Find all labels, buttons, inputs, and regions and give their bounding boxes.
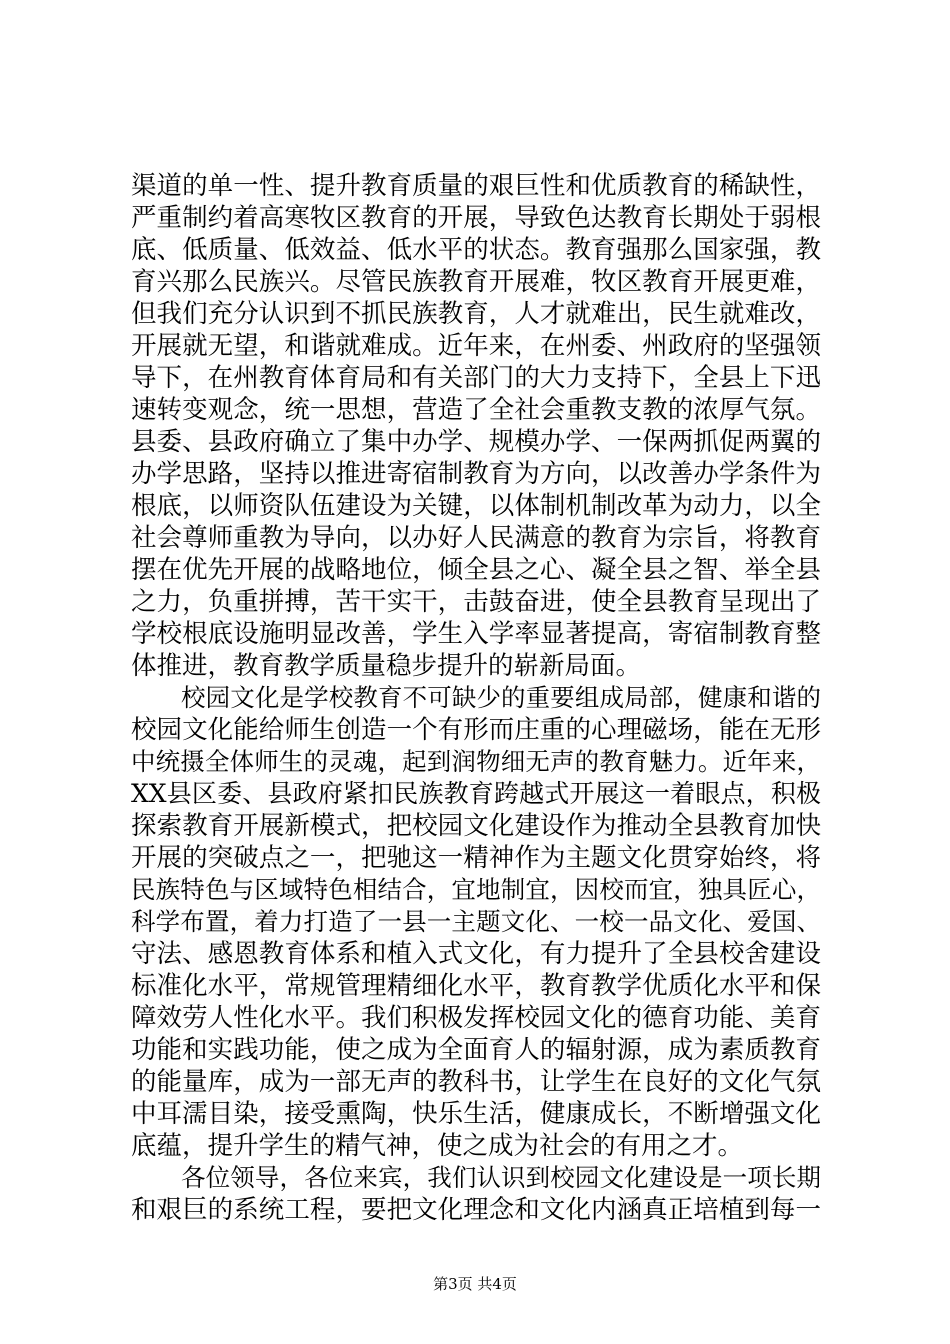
- text-line: 摆在优先开展的战略地位，倾全县之心、凝全县之智、举全县: [131, 555, 821, 585]
- text-line: 根底，以师资队伍建设为关键，以体制机制改革为动力，以全: [131, 491, 821, 521]
- paragraph-start-line: 各位领导，各位来宾，我们认识到校园文化建设是一项长期: [181, 1163, 821, 1192]
- text-line: 办学思路，坚持以推进寄宿制教育为方向，以改善办学条件为: [131, 459, 821, 489]
- text-line: 之力，负重拼搏，苦干实干，击鼓奋进，使全县教育呈现出了: [131, 587, 821, 617]
- text-line: 开展就无望，和谐就难成。近年来，在州委、州政府的坚强领: [131, 331, 821, 361]
- text-line: 学校根底设施明显改善，学生入学率显著提高，寄宿制教育整: [131, 619, 821, 649]
- text-line: XX县区委、县政府紧扣民族教育跨越式开展这一着眼点，积极: [131, 779, 821, 808]
- text-line: 探索教育开展新模式，把校园文化建设作为推动全县教育加快: [131, 811, 821, 841]
- text-line: 社会尊师重教为导向，以办好人民满意的教育为宗旨，将教育: [131, 523, 821, 553]
- text-line: 但我们充分认识到不抓民族教育，人才就难出，民生就难改，: [131, 299, 821, 329]
- text-line: 的能量库，成为一部无声的教科书，让学生在良好的文化气氛: [131, 1067, 821, 1097]
- text-line: 开展的突破点之一，把驰这一精神作为主题文化贯穿始终，将: [131, 843, 821, 873]
- text-line: 育兴那么民族兴。尽管民族教育开展难，牧区教育开展更难，: [131, 267, 821, 297]
- text-line: 障效劳人性化水平。我们积极发挥校园文化的德育功能、美育: [131, 1003, 821, 1033]
- body-text: [131, 170, 821, 1226]
- text-line: 校园文化能给师生创造一个有形而庄重的心理磁场，能在无形: [131, 715, 821, 745]
- text-line: 体推进，教育教学质量稳步提升的崭新局面。: [131, 651, 642, 681]
- text-line: 县委、县政府确立了集中办学、规模办学、一保两抓促两翼的: [131, 427, 821, 457]
- text-line: 守法、感恩教育体系和植入式文化，有力提升了全县校舍建设: [131, 939, 821, 969]
- text-line: 科学布置，着力打造了一县一主题文化、一校一品文化、爱国、: [131, 907, 821, 936]
- page-number-footer: 第3页 共4页: [433, 1275, 517, 1293]
- text-line: 严重制约着高寒牧区教育的开展，导致色达教育长期处于弱根: [131, 203, 821, 233]
- text-line: 导下，在州教育体育局和有关部门的大力支持下，全县上下迅: [131, 363, 821, 393]
- text-line: 功能和实践功能，使之成为全面育人的辐射源，成为素质教育: [131, 1035, 821, 1065]
- text-line: 中统摄全体师生的灵魂，起到润物细无声的教育魅力。近年来，: [131, 747, 821, 776]
- text-line: 和艰巨的系统工程，要把文化理念和文化内涵真正培植到每一: [131, 1195, 821, 1225]
- text-line: 渠道的单一性、提升教育质量的艰巨性和优质教育的稀缺性，: [131, 171, 821, 201]
- paragraph-start-line: 校园文化是学校教育不可缺少的重要组成局部，健康和谐的: [181, 683, 821, 712]
- text-line: 速转变观念，统一思想，营造了全社会重教支教的浓厚气氛。: [131, 395, 821, 425]
- text-line: 底蕴，提升学生的精气神，使之成为社会的有用之才。: [131, 1131, 744, 1161]
- text-line: 民族特色与区域特色相结合，宜地制宜，因校而宜，独具匠心，: [131, 875, 821, 904]
- text-line: 底、低质量、低效益、低水平的状态。教育强那么国家强，教: [131, 235, 821, 265]
- text-line: 中耳濡目染，接受熏陶，快乐生活，健康成长，不断增强文化: [131, 1099, 821, 1129]
- text-line: 标准化水平，常规管理精细化水平，教育教学优质化水平和保: [131, 971, 821, 1001]
